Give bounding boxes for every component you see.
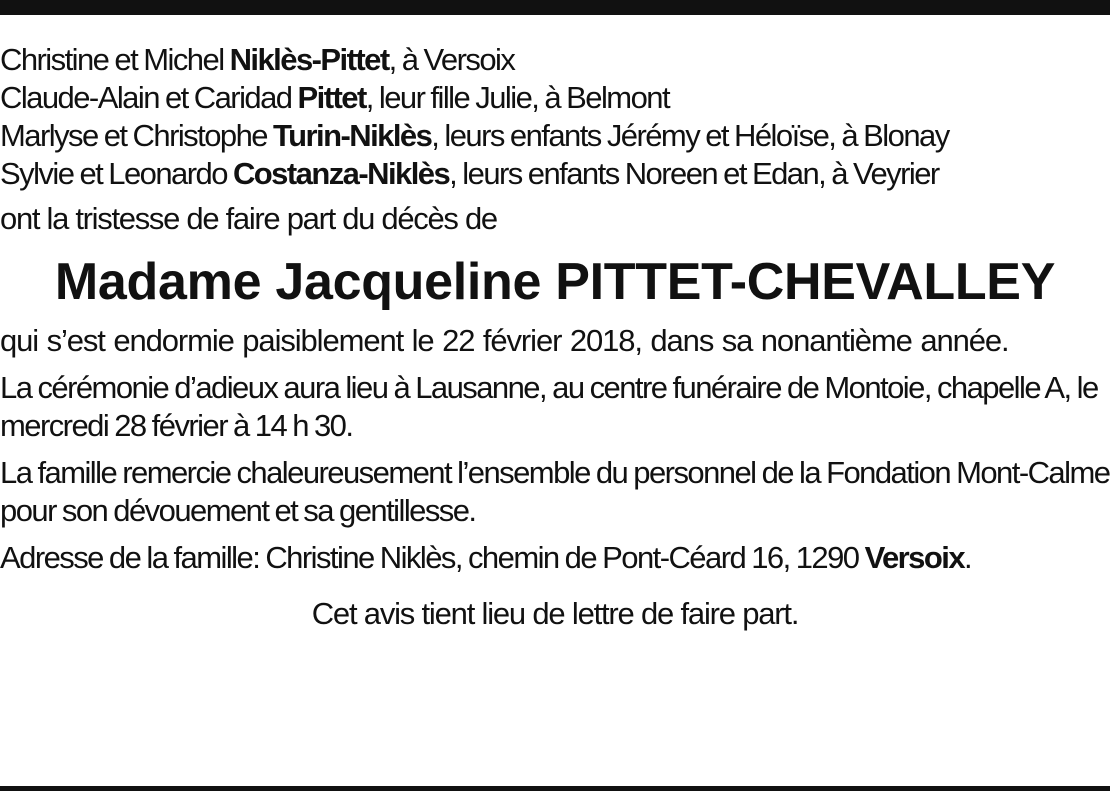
closing-line: Cet avis tient lieu de lettre de faire part. bbox=[311, 596, 799, 631]
family-list bbox=[0, 41, 1110, 193]
family-line-text: Christine et Michel bbox=[0, 42, 230, 77]
address-end: . bbox=[964, 540, 972, 575]
family-line bbox=[0, 117, 1110, 155]
top-rule bbox=[0, 0, 1110, 15]
family-surname: Turin-Niklès bbox=[273, 118, 432, 153]
family-surname: Costanza-Niklès bbox=[232, 156, 450, 191]
family-line-text: Claude-Alain et Caridad bbox=[0, 80, 298, 115]
family-line-text: , leur fille Julie, à Belmont bbox=[365, 80, 670, 115]
family-line-text: Marlyse et Christophe bbox=[0, 118, 274, 153]
address-city: Versoix bbox=[864, 540, 965, 575]
family-line-text: Sylvie et Leonardo bbox=[0, 156, 233, 191]
thanks-paragraph: La famille remercie chaleureusement l’ensemble du personnel de la Fondation Mont-Calme pour son dévouement et sa gentillesse. bbox=[0, 455, 1110, 528]
family-line bbox=[0, 155, 1110, 193]
family-line-text: , leurs enfants Noreen et Edan, à Veyrier bbox=[449, 156, 939, 191]
passing-paragraph: qui s’est endormie paisiblement le 22 février 2018, dans sa nonantième année. bbox=[0, 323, 1009, 358]
address-text: Adresse de la famille: Christine Niklès, chemin de Pont-Céard 16, 1290 bbox=[0, 540, 865, 575]
family-line-text: , à Versoix bbox=[388, 42, 515, 77]
family-surname: Pittet bbox=[297, 80, 366, 115]
bottom-rule bbox=[0, 786, 1110, 791]
ceremony-paragraph: La cérémonie d’adieux aura lieu à Lausanne, au centre funéraire de Montoie, chapelle A, le mercredi 28 février à 14 h 30. bbox=[0, 370, 1098, 443]
family-line bbox=[0, 79, 1110, 117]
deceased-name: Madame Jacqueline PITTET-CHEVALLEY bbox=[54, 253, 1056, 311]
death-notice bbox=[0, 41, 1110, 633]
family-surname: Niklès-Pittet bbox=[229, 42, 389, 77]
announcement: ont la tristesse de faire part du décès de bbox=[0, 201, 497, 236]
family-line-text: , leurs enfants Jérémy et Héloïse, à Blonay bbox=[431, 118, 949, 153]
address-paragraph bbox=[0, 539, 1110, 577]
family-line bbox=[0, 41, 1110, 79]
